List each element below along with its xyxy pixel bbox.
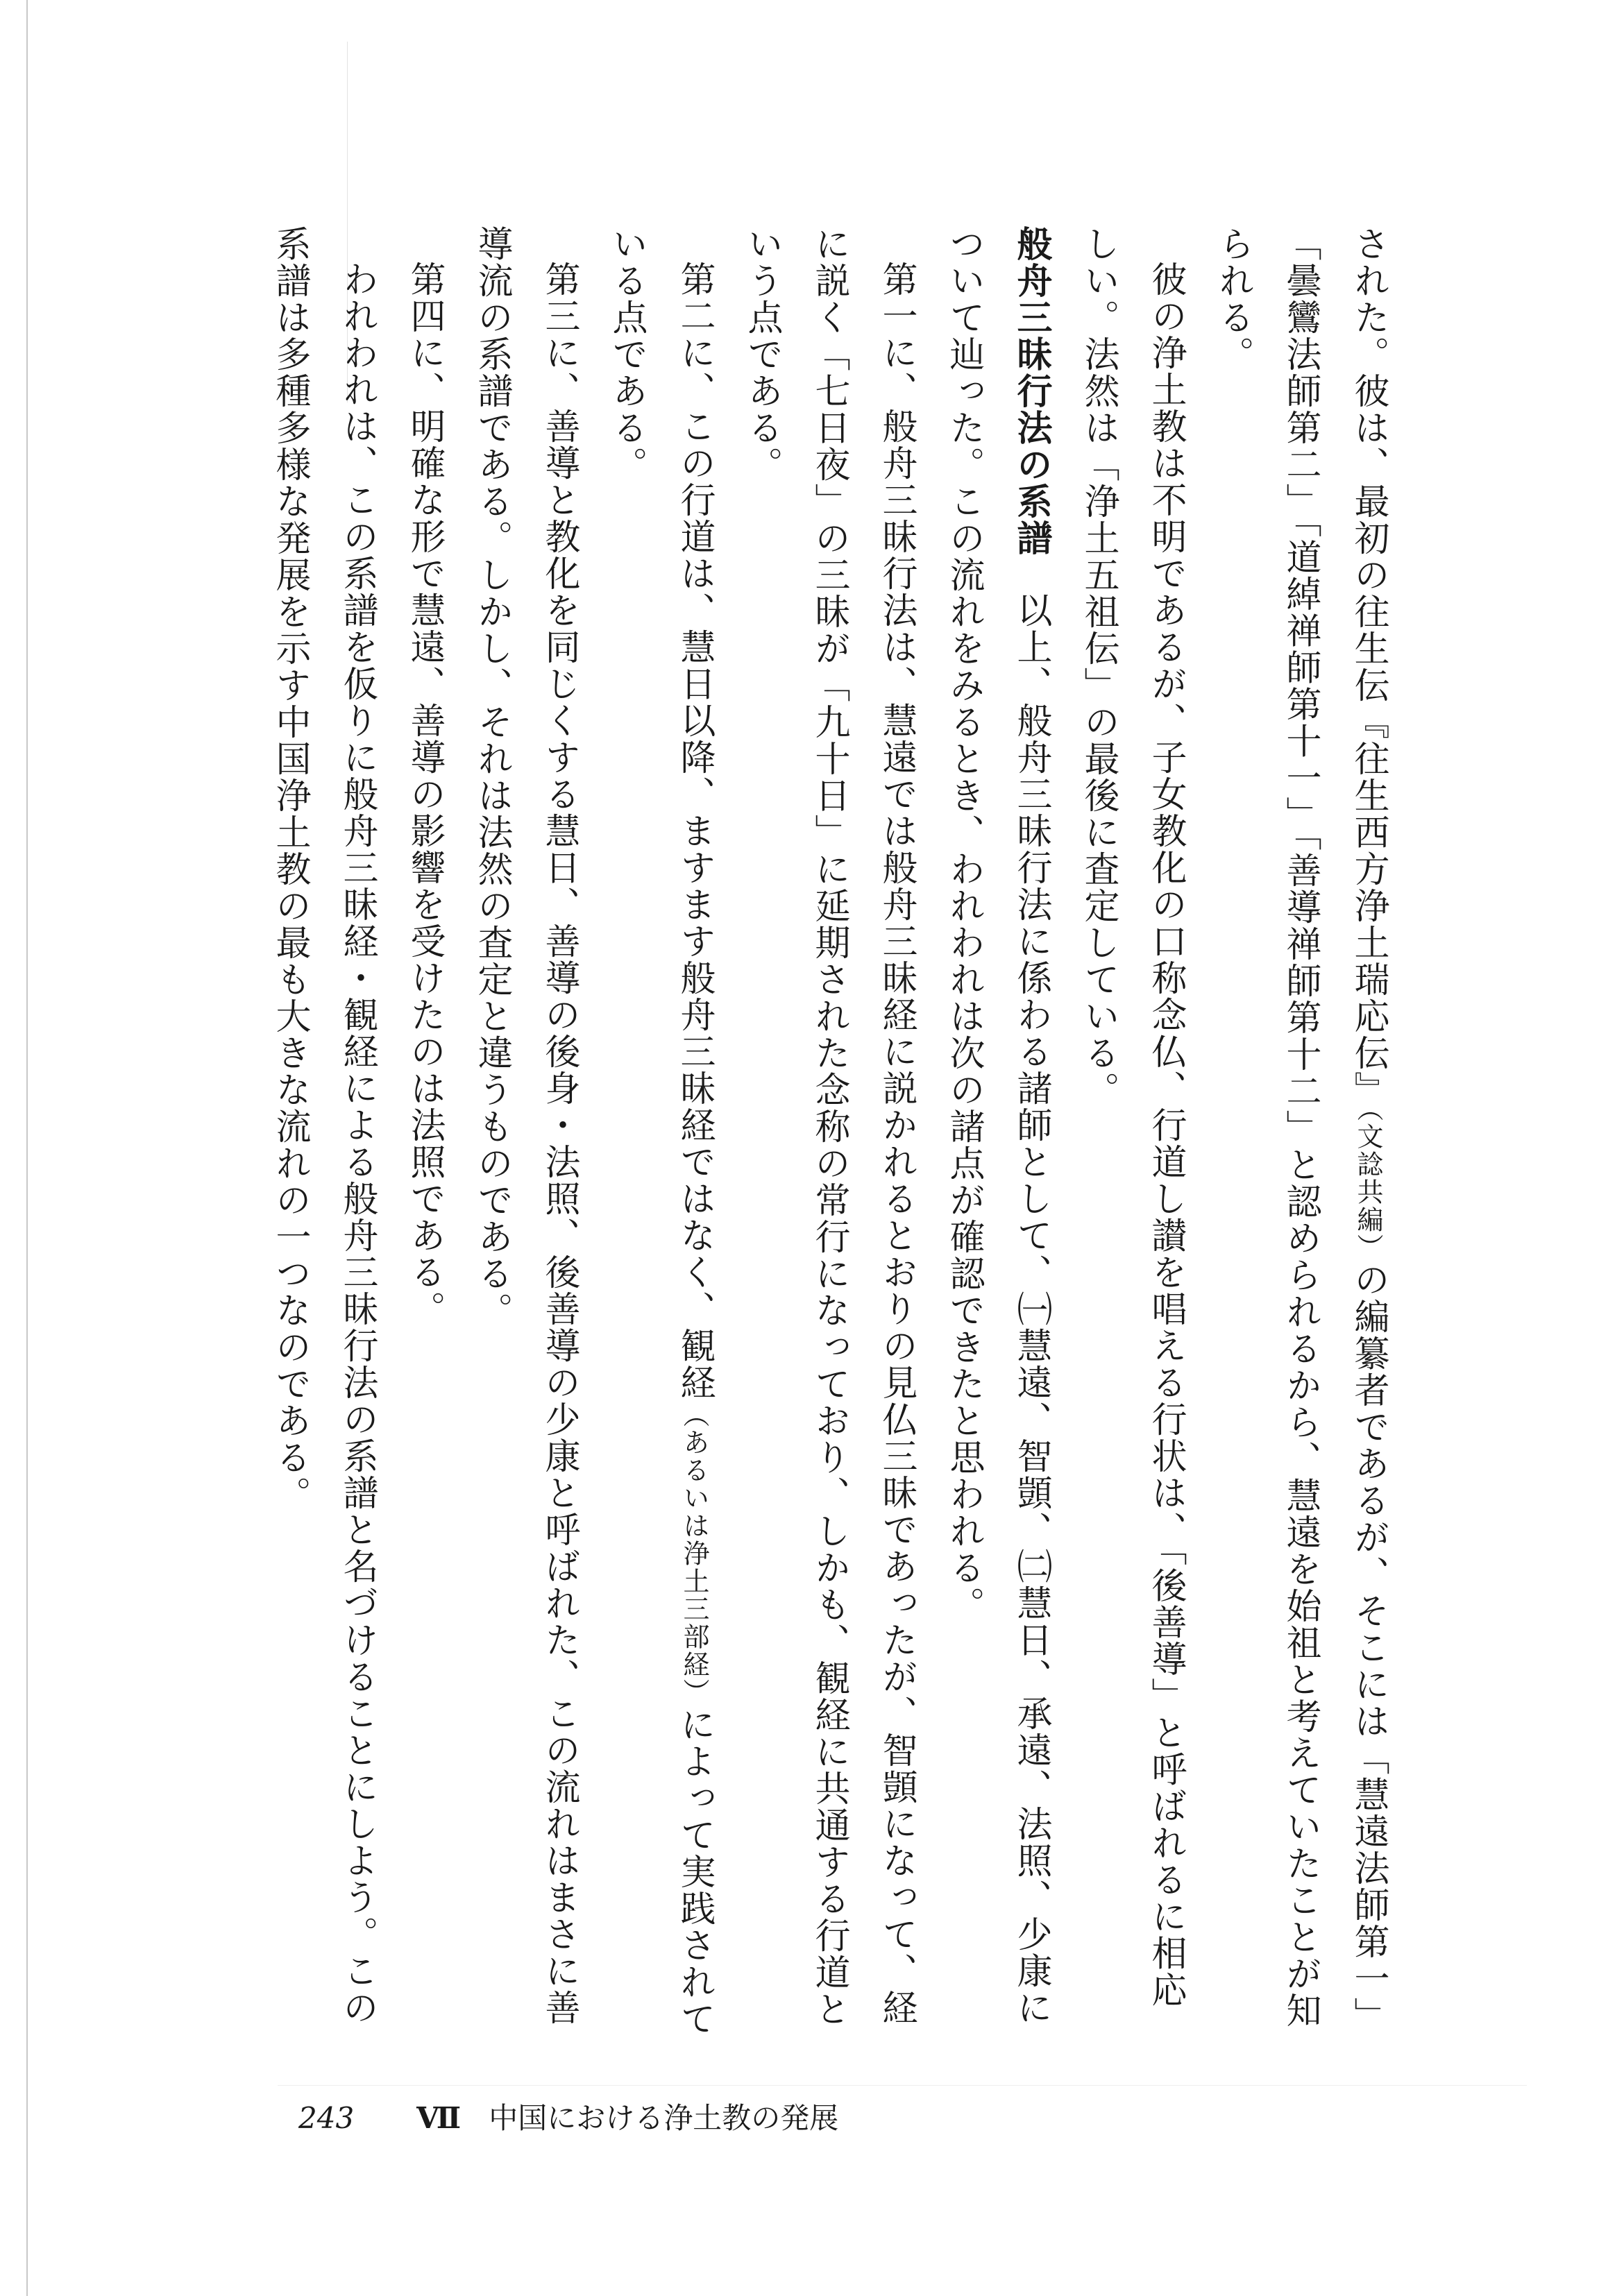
page-number: 243 xyxy=(298,2101,355,2135)
paragraph-1 xyxy=(1199,226,1402,2043)
paragraph-4 xyxy=(728,226,930,2043)
section-heading: 般舟三昧行法の系譜 xyxy=(1010,226,1051,556)
paragraph-7-text: 第四に、明確な形で慧遠、善導の影響を受けたのは法照である。 xyxy=(404,261,445,1327)
paragraph-1-rest: の編纂者であるが、そこには「慧遠法師第一」「曇鸞法師第二」「道綽禅師第十一」「善導禅師第十二」と認められるから、慧遠を始祖と考えていたことが知られる。 xyxy=(1212,226,1389,2034)
paragraph-2-text: 彼の浄土教は不明であるが、子女教化の口称念仏、行道し讃を唱える行状は、「後善導」と呼ばれるに相応しい。法然は「浄土五祖伝」の最後に査定している。 xyxy=(1078,226,1186,2009)
paragraph-2 xyxy=(1065,226,1199,2043)
paragraph-8 xyxy=(256,226,391,2043)
paragraph-5-text: 第二に、この行道は、慧日以降、ますます般舟三昧経ではなく、観経 xyxy=(674,261,715,1401)
chapter-number: Ⅶ xyxy=(416,2101,462,2135)
page-body xyxy=(256,226,1402,2043)
footer-divider xyxy=(278,2085,1527,2086)
page-footer xyxy=(298,2095,839,2135)
paragraph-7 xyxy=(391,226,458,2043)
paragraph-4-text: 第一に、般舟三昧行法は、慧遠では般舟三昧経に説かれるとおりの見仏三昧であったが、智顗になって、経に説く「七日夜」の三昧が「九十日」に延期された念称の常行になっており、しかも、観経に共通する行道という点である。 xyxy=(741,226,917,2027)
paragraph-3 xyxy=(930,226,1065,2043)
paragraph-1-text: された。彼は、最初の往生伝『往生西方浄土瑞応伝』 xyxy=(1348,226,1389,1108)
scan-edge-line xyxy=(26,0,28,2296)
paragraph-5 xyxy=(593,226,728,2043)
paragraph-8-text: われわれは、この系譜を仮りに般舟三昧経・観経による般舟三昧行法の系譜と名づけることにしよう。この系譜は多種多様な発展を示す中国浄土教の最も大きな流れの一つなのである。 xyxy=(269,226,378,2026)
paragraph-6 xyxy=(458,226,593,2043)
paragraph-5-annotation: （あるいは浄土三部経） xyxy=(679,1401,709,1706)
paragraph-1-annotation: （文諗共編） xyxy=(1353,1108,1383,1261)
chapter-title: 中国における浄土教の発展 xyxy=(489,2101,839,2135)
paragraph-5-rest: によって実践されている点である。 xyxy=(606,226,715,2037)
paragraph-3-text: 以上、般舟三昧行法に係わる諸師として、㈠慧遠、智顗、㈡慧日、承遠、法照、少康について辿った。この流れをみるとき、われわれは次の諸点が確認できたと思われる。 xyxy=(943,226,1051,2026)
paragraph-6-text: 第三に、善導と教化を同じくする慧日、善導の後身・法照、後善導の少康と呼ばれた、この流れはまさに善導流の系譜である。しかし、それは法然の査定と違うものである。 xyxy=(471,226,580,2026)
